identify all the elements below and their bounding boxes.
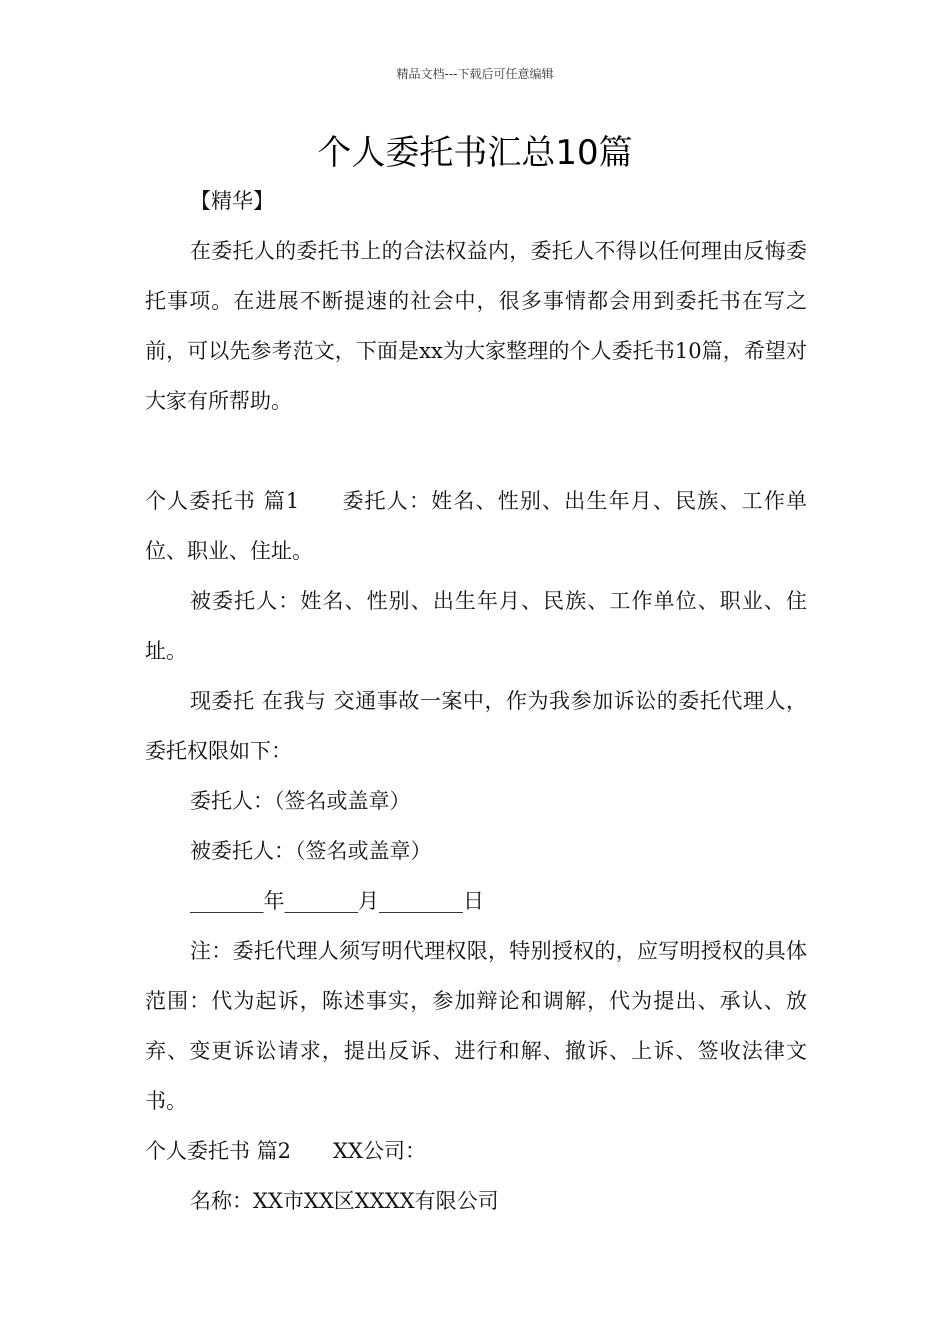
section1-principal: 委托人：姓名、性别、出生年月、民族、工作单位、职业、住址。 (145, 489, 807, 563)
section1-note: 注：委托代理人须写明代理权限，特别授权的，应写明授权的具体范围：代为起诉，陈述事实，参加辩论和调解，代为提出、承认、放弃、变更诉讼请求，提出反诉、进行和解、撤诉、上诉、签收法律文书。 (145, 939, 807, 1113)
page-header: 精品文档---下载后可任意编辑 (396, 67, 554, 81)
section1-agent-sign: 被委托人：（签名或盖章） (190, 839, 432, 863)
section1-agent: 被委托人：姓名、性别、出生年月、民族、工作单位、职业、住址。 (145, 589, 807, 663)
section1-first-line (145, 476, 807, 576)
section1-principal-sign: 委托人：（签名或盖章） (190, 789, 411, 813)
document-title: 个人委托书汇总10篇 (317, 133, 633, 173)
document-body (145, 176, 807, 1226)
section1-entrust: 现委托 在我与 交通事故一案中，作为我参加诉讼的委托代理人，委托权限如下： (145, 689, 807, 763)
section1-heading: 个人委托书 篇1 (145, 489, 300, 513)
section2-heading: 个人委托书 篇2 (145, 1139, 292, 1163)
section1-date-line: _______年_______月________日 (190, 889, 484, 913)
section2-name-line: 名称：XX市XX区XXXX有限公司 (190, 1189, 499, 1213)
blank-line (145, 426, 807, 476)
section2-company: XX公司： (333, 1139, 426, 1163)
tag-label: 【精华】 (190, 189, 274, 213)
section2-first-line (145, 1126, 807, 1176)
intro-paragraph: 在委托人的委托书上的合法权益内，委托人不得以任何理由反悔委托事项。在进展不断提速的社会中，很多事情都会用到委托书在写之前，可以先参考范文，下面是xx为大家整理的个人委托书10篇，希望对大家有所帮助。 (145, 239, 807, 413)
